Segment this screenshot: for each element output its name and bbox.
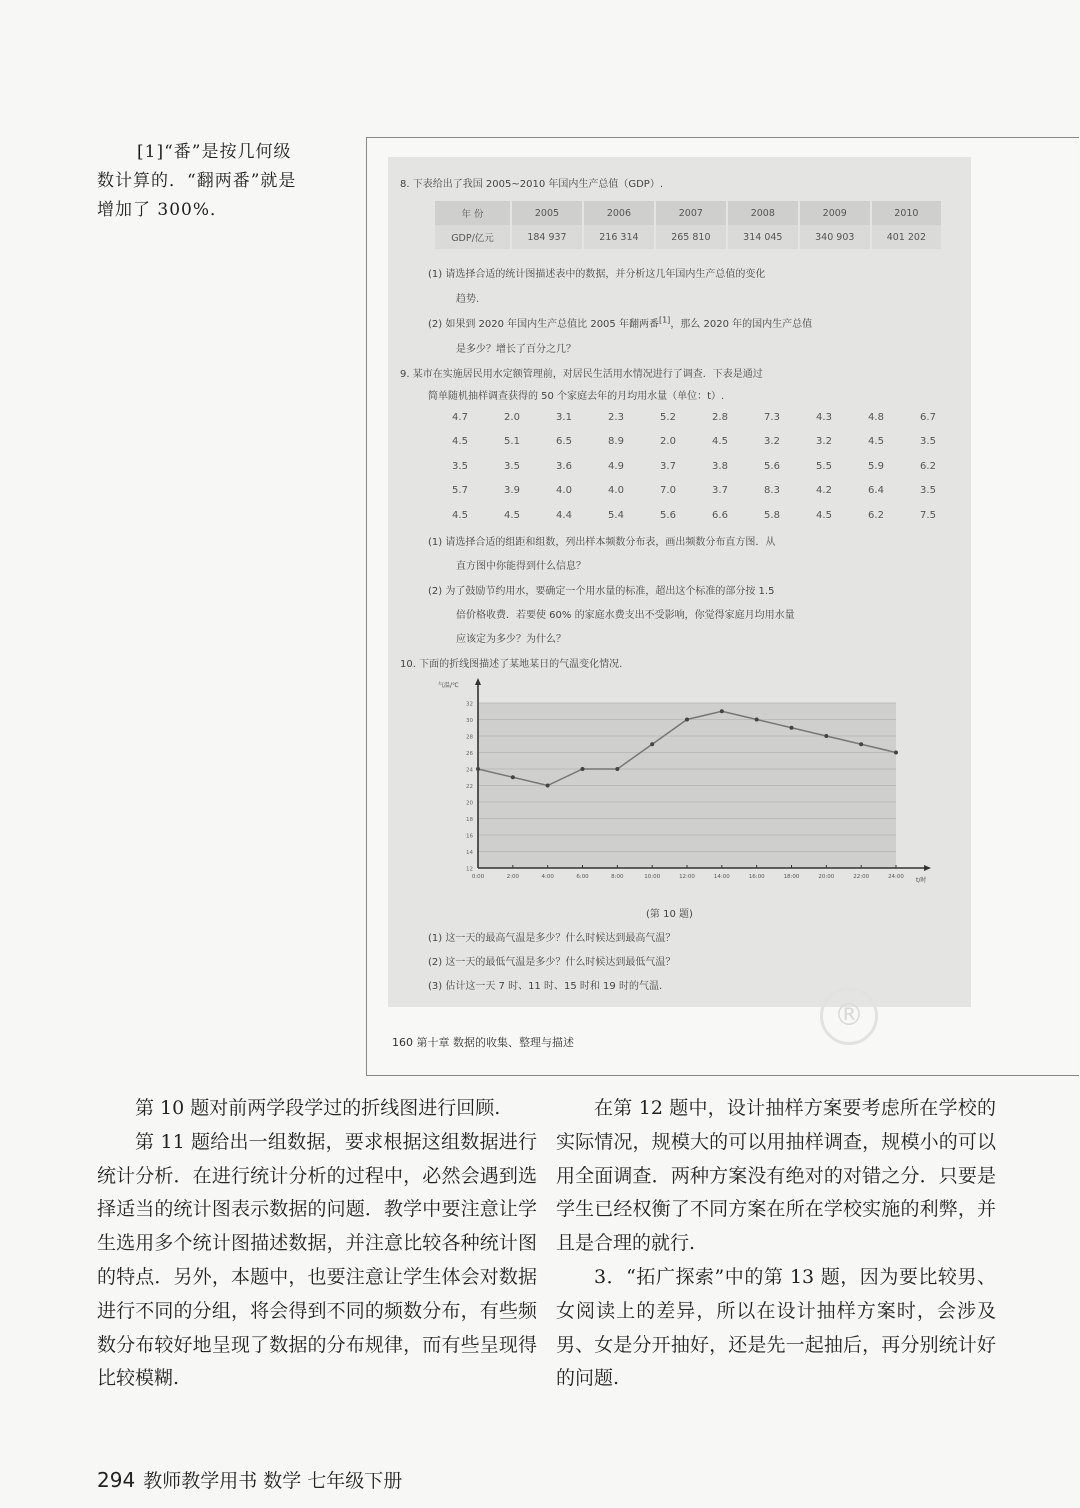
water-value: 7.3 — [764, 411, 780, 423]
water-value: 3.8 — [712, 460, 728, 472]
water-value: 4.3 — [816, 411, 832, 423]
q10-sub3: (3) 估计这一天 7 时、11 时、15 时和 19 时的气温. — [428, 981, 663, 992]
water-value: 6.5 — [556, 436, 572, 448]
q8-sub1-line2: 趋势. — [456, 294, 480, 305]
water-row — [434, 430, 954, 455]
water-value: 2.8 — [712, 411, 728, 423]
water-value: 4.9 — [608, 460, 624, 472]
water-value: 5.8 — [764, 509, 780, 521]
gdp-year: 2008 — [727, 201, 799, 225]
x-tick-label: 0:00 — [471, 874, 485, 880]
water-value: 4.7 — [452, 411, 468, 423]
water-value: 3.5 — [504, 460, 520, 472]
page-footer — [97, 1466, 402, 1493]
water-row — [434, 454, 954, 479]
gdp-value: 340 903 — [799, 225, 871, 249]
q8-sub2-line1-b: ，那么 2020 年的国内生产总值 — [670, 319, 813, 330]
temperature-data-point — [581, 767, 585, 771]
q8-sub1-line1: (1) 请选择合适的统计图描述表中的数据，并分析这几年国内生产总值的变化 — [428, 269, 766, 280]
water-value: 8.3 — [764, 485, 780, 497]
water-value: 3.2 — [816, 436, 832, 448]
water-value: 8.9 — [608, 436, 624, 448]
water-row — [434, 405, 954, 430]
water-row — [434, 503, 954, 528]
note-line-1: “番”是按几何级 — [164, 142, 292, 162]
gdp-year: 2009 — [799, 201, 871, 225]
x-tick-label: 8:00 — [611, 874, 624, 880]
q9-line2: 简单随机抽样调查获得的 50 个家庭去年的月均用水量（单位：t）. — [428, 391, 725, 402]
temperature-data-point — [720, 709, 724, 713]
temperature-data-point — [615, 767, 619, 771]
x-tick-label: 12:00 — [679, 874, 695, 880]
page-number: 294 — [97, 1468, 136, 1492]
water-value: 3.5 — [920, 436, 936, 448]
water-value: 5.2 — [660, 411, 676, 423]
water-value: 4.5 — [712, 436, 728, 448]
q9-sub2-line1: (2) 为了鼓励节约用水，要确定一个用水量的标准，超出这个标准的部分按 1.5 — [428, 586, 775, 597]
water-value: 3.1 — [556, 411, 572, 423]
q9-sub2-line2: 倍价格收费．若要使 60% 的家庭水费支出不受影响，你觉得家庭月均用水量 — [456, 610, 795, 621]
water-value: 3.2 — [764, 436, 780, 448]
body-right-column — [556, 1092, 996, 1396]
embedded-textbook-page — [388, 157, 971, 1007]
q9-line1: 9. 某市在实施居民用水定额管理前，对居民生活用水情况进行了调查．下表是通过 — [400, 369, 763, 380]
q9-sub1-line2: 直方图中你能得到什么信息？ — [456, 561, 586, 572]
embedded-page-footer: 160 第十章 数据的收集、整理与描述 — [392, 1036, 574, 1049]
x-tick-label: 4:00 — [541, 874, 554, 880]
chart-caption: (第 10 题) — [646, 909, 693, 920]
water-value: 4.2 — [816, 485, 832, 497]
gdp-row-label: GDP/亿元 — [435, 225, 511, 249]
x-tick-label: 14:00 — [713, 874, 730, 880]
y-tick-label: 18 — [466, 817, 473, 823]
y-tick-label: 14 — [466, 850, 473, 856]
x-tick-label: 16:00 — [748, 874, 765, 880]
gdp-value: 184 937 — [511, 225, 583, 249]
water-value: 4.5 — [816, 509, 832, 521]
water-value: 3.5 — [452, 460, 468, 472]
water-value: 6.6 — [712, 509, 728, 521]
q10-sub1: (1) 这一天的最高气温是多少？什么时候达到最高气温？ — [428, 933, 676, 944]
water-value: 5.7 — [452, 485, 468, 497]
q8-sub2-line1-a: (2) 如果到 2020 年国内生产总值比 2005 年翻两番 — [428, 319, 659, 330]
water-value: 4.5 — [504, 509, 520, 521]
note-ref: [1] — [137, 142, 165, 162]
gdp-year: 2007 — [655, 201, 727, 225]
temperature-data-point — [476, 767, 480, 771]
water-value: 6.2 — [868, 509, 884, 521]
water-value: 2.0 — [504, 411, 520, 423]
water-value: 3.5 — [920, 485, 936, 497]
q9-sub2-line3: 应该定为多少？为什么？ — [456, 634, 566, 645]
temperature-data-point — [650, 742, 654, 746]
x-tick-label: 24:00 — [888, 874, 904, 880]
q8-sub2-line1 — [428, 315, 812, 330]
gdp-year: 2010 — [871, 201, 941, 225]
y-tick-label: 26 — [466, 751, 473, 757]
gdp-header-label: 年 份 — [435, 201, 511, 225]
water-value: 4.5 — [452, 436, 468, 448]
gdp-table — [435, 201, 941, 249]
temperature-data-point — [859, 742, 863, 746]
y-axis-arrow — [475, 678, 481, 685]
x-axis-label: t/时 — [916, 877, 927, 884]
y-tick-label: 28 — [466, 734, 473, 741]
water-value: 3.9 — [504, 485, 520, 497]
water-value: 4.8 — [868, 411, 884, 423]
water-value: 4.5 — [868, 436, 884, 448]
water-value: 5.5 — [816, 460, 832, 472]
y-tick-label: 24 — [466, 767, 473, 774]
x-tick-label: 22:00 — [853, 874, 870, 880]
y-tick-label: 30 — [466, 718, 473, 724]
gdp-value: 265 810 — [655, 225, 727, 249]
temperature-data-point — [755, 718, 759, 722]
x-tick-label: 20:00 — [818, 874, 835, 880]
note-line-3: 增加了 300%． — [97, 200, 229, 220]
body-right-p2: 3．“拓广探索”中的第 13 题，因为要比较男、女阅读上的差异，所以在设计抽样方案时，会涉及男、女是分开抽好，还是先一起抽后，再分别统计好的问题. — [556, 1265, 996, 1390]
body-left-column — [97, 1092, 537, 1396]
water-row — [434, 479, 954, 504]
body-left-p1: 第 10 题对前两学段学过的折线图进行回顾. — [135, 1097, 501, 1119]
water-usage-table — [434, 405, 954, 528]
q9-sub1-line1: (1) 请选择合适的组距和组数，列出样本频数分布表，画出频数分布直方图．从 — [428, 537, 776, 548]
gdp-value: 401 202 — [871, 225, 941, 249]
y-axis-label: 气温/℃ — [438, 682, 459, 689]
temperature-data-point — [511, 775, 515, 779]
water-value: 5.6 — [660, 509, 676, 521]
water-value: 4.5 — [452, 509, 468, 521]
water-value: 7.5 — [920, 509, 936, 521]
q8-intro: 8. 下表给出了我国 2005~2010 年国内生产总值（GDP）. — [400, 179, 664, 190]
margin-note — [97, 138, 357, 225]
temperature-line-chart — [418, 675, 938, 890]
water-value: 6.7 — [920, 411, 936, 423]
q10-intro: 10. 下面的折线图描述了某地某日的气温变化情况. — [400, 659, 623, 670]
water-value: 3.6 — [556, 460, 572, 472]
temperature-data-point — [546, 784, 550, 788]
y-tick-label: 12 — [466, 866, 473, 873]
gdp-year: 2005 — [511, 201, 583, 225]
gdp-value: 314 045 — [727, 225, 799, 249]
q8-sub2-line2: 是多少？增长了百分之几？ — [456, 344, 576, 355]
temperature-data-point — [894, 751, 898, 755]
y-tick-label: 32 — [466, 701, 473, 708]
temperature-data-point — [790, 726, 794, 730]
footnote-mark: [1] — [658, 315, 671, 325]
book-title: 教师教学用书 数学 七年级下册 — [143, 1470, 403, 1492]
water-value: 3.7 — [660, 460, 676, 472]
y-tick-label: 22 — [466, 784, 473, 790]
temperature-chart — [418, 675, 938, 894]
gdp-value: 216 314 — [583, 225, 655, 249]
body-left-p2: 第 11 题给出一组数据，要求根据这组数据进行统计分析．在进行统计分析的过程中，必然会遇到选择适当的统计图表示数据的问题．教学中要注意让学生选用多个统计图描述数据，并注意比较各种统计图的特点．另外，本题中，也要注意让学生体会对数据进行不同的分组，将会得到不同的频数分布，有些频数分布较好地呈现了数据的分布规律，而有些呈现得比较模糊. — [97, 1130, 537, 1390]
y-tick-label: 20 — [466, 800, 473, 807]
water-value: 6.2 — [920, 460, 936, 472]
water-value: 7.0 — [660, 485, 676, 497]
water-value: 5.4 — [608, 509, 624, 521]
x-tick-label: 18:00 — [783, 874, 800, 880]
water-value: 4.0 — [608, 485, 624, 497]
water-value: 2.3 — [608, 411, 624, 423]
water-value: 5.6 — [764, 460, 780, 472]
water-value: 2.0 — [660, 436, 676, 448]
y-tick-label: 16 — [466, 833, 473, 840]
water-value: 4.4 — [556, 509, 572, 521]
water-value: 4.0 — [556, 485, 572, 497]
temperature-data-point — [824, 734, 828, 738]
temperature-data-point — [685, 718, 689, 722]
gdp-year: 2006 — [583, 201, 655, 225]
note-line-2: 数计算的．“翻两番”就是 — [97, 171, 297, 191]
q10-sub2: (2) 这一天的最低气温是多少？什么时候达到最低气温？ — [428, 957, 676, 968]
x-axis-arrow — [924, 865, 931, 871]
body-right-p1: 在第 12 题中，设计抽样方案要考虑所在学校的实际情况，规模大的可以用抽样调查，规模小的可以用全面调查．两种方案没有绝对的对错之分．只要是学生已经权衡了不同方案在所在学校实施的利弊，并且是合理的就行. — [556, 1097, 996, 1255]
water-value: 5.9 — [868, 460, 884, 472]
water-value: 6.4 — [868, 485, 884, 497]
x-tick-label: 2:00 — [506, 874, 520, 880]
water-value: 3.7 — [712, 485, 728, 497]
water-value: 5.1 — [504, 436, 520, 448]
x-tick-label: 10:00 — [644, 874, 661, 880]
registered-watermark: ® — [820, 987, 878, 1045]
x-tick-label: 6:00 — [576, 874, 589, 880]
